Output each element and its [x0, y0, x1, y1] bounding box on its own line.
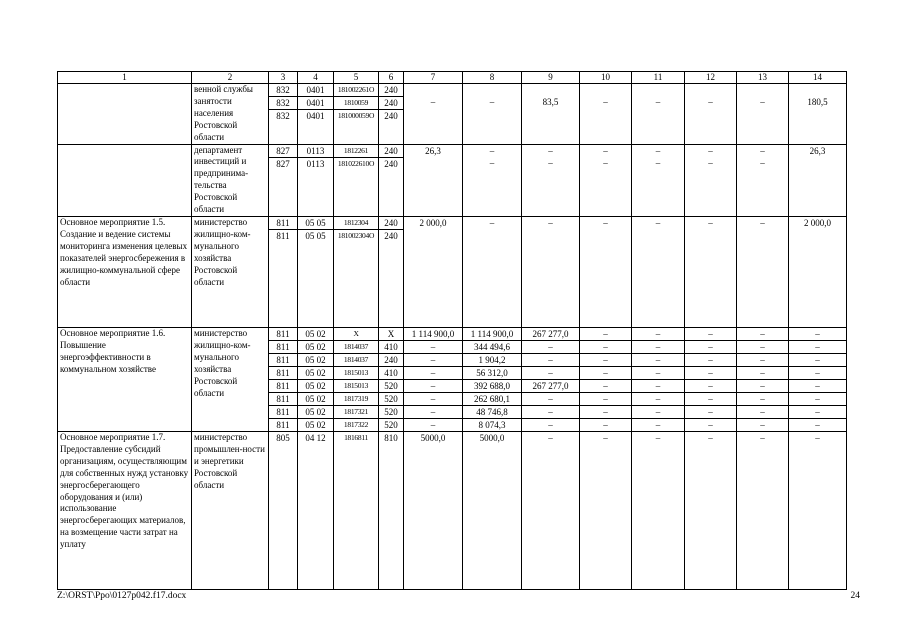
cell-value: 240 — [379, 354, 403, 367]
cell-value: 520 — [379, 406, 403, 419]
cell-value — [580, 229, 631, 241]
cell-value: 811 — [269, 328, 297, 341]
cell-value: 83,5 — [542, 97, 559, 107]
data-cell-col-14 — [789, 327, 847, 431]
cell-value: – — [655, 157, 661, 168]
cell-value: – — [522, 341, 579, 354]
cell-value: – — [603, 217, 608, 228]
data-cell-col-8 — [463, 84, 522, 145]
data-cell-col-12 — [685, 216, 737, 327]
column-header-8: 8 — [463, 72, 522, 84]
cell-value: – — [603, 97, 608, 107]
cell-value: 1815013 — [334, 380, 378, 393]
cell-value — [685, 229, 736, 241]
cell-value — [404, 108, 462, 120]
cell-value: – — [737, 328, 788, 341]
cell-value: – — [522, 393, 579, 406]
cell-value: – — [737, 393, 788, 406]
measure-name — [58, 84, 192, 145]
cell-value: – — [737, 406, 788, 419]
cell-value: 811 — [276, 419, 290, 430]
cell-value: – — [548, 217, 553, 228]
column-header-5: 5 — [334, 72, 379, 84]
cell-value — [737, 108, 788, 120]
cell-value: – — [580, 406, 631, 419]
column-header-11: 11 — [632, 72, 685, 84]
cell-value: – — [685, 367, 736, 380]
cell-value: 180,5 — [807, 97, 828, 107]
cell-value: – — [760, 217, 765, 228]
cell-value: 26,3 — [809, 145, 826, 156]
cell-value: – — [489, 145, 495, 156]
cell-value — [789, 157, 846, 169]
data-cell-col-13 — [737, 144, 789, 216]
cell-value: – — [632, 328, 684, 341]
cell-value: 1815013 — [334, 367, 378, 380]
cell-value: – — [632, 341, 684, 354]
executor-name: министерство жилищно-ком-мунального хозяйства Ростовской области — [192, 216, 269, 327]
file-path: Z:\ORST\Ppo\0127p042.f17.docx — [57, 591, 187, 601]
cell-value: – — [655, 97, 661, 107]
cell-value: 1812261 — [334, 145, 378, 158]
cell-value: 520 — [384, 419, 398, 430]
data-cell-col-9 — [522, 84, 580, 145]
cell-value — [789, 229, 846, 241]
cell-value: – — [655, 419, 661, 430]
cell-value — [580, 108, 631, 120]
cell-value: 05 05 — [298, 217, 333, 230]
cell-value: 811 — [269, 393, 297, 406]
cell-value: – — [580, 354, 631, 367]
data-cell-col-10 — [580, 431, 632, 589]
cell-value: – — [548, 432, 553, 443]
cell-value: 05 02 — [298, 354, 333, 367]
data-cell-col-11 — [632, 84, 685, 145]
column-header-6: 6 — [379, 72, 404, 84]
cell-value: 262 680,1 — [463, 393, 521, 406]
data-cell-col-10 — [580, 327, 632, 431]
cell-value: – — [430, 97, 436, 107]
cell-value — [463, 108, 521, 120]
cell-value: – — [685, 406, 736, 419]
cell-value: – — [632, 354, 684, 367]
data-cell-col-3 — [269, 431, 298, 589]
cell-value: 520 — [379, 393, 403, 406]
cell-value: – — [708, 432, 713, 443]
cell-value: 811 — [269, 380, 297, 393]
cell-value: – — [789, 367, 846, 380]
cell-value: 811 — [269, 341, 297, 354]
cell-value: – — [430, 419, 436, 430]
cell-value: – — [489, 97, 495, 107]
cell-value: – — [632, 380, 684, 393]
data-cell-col-14 — [789, 216, 847, 327]
column-header-3: 3 — [269, 72, 298, 84]
cell-value: 392 688,0 — [463, 380, 521, 393]
cell-value: 181000059О — [337, 111, 375, 120]
cell-value — [789, 108, 846, 120]
cell-value: – — [685, 354, 736, 367]
cell-value: – — [655, 217, 661, 228]
data-cell-col-11 — [632, 216, 685, 327]
cell-value: 0113 — [306, 158, 325, 169]
cell-value — [522, 84, 579, 96]
executor-name: министерство промышлен-ности и энергетики Ростовской области — [192, 431, 269, 589]
measure-name: Основное мероприятие 1.6. Повышение энергоэффективности в коммунальном хозяйстве — [58, 327, 192, 431]
cell-value: – — [737, 354, 788, 367]
cell-value: – — [760, 157, 765, 168]
cell-value: Х — [334, 328, 378, 341]
data-cell-col-13 — [737, 84, 789, 145]
data-cell-col-12 — [685, 327, 737, 431]
cell-value: – — [737, 367, 788, 380]
page-number: 24 — [850, 591, 860, 601]
measure-name: Основное мероприятие 1.5. Создание и ведение системы мониторинга изменения целевых показателей энергосбережения в жилищно-коммунальной сфере области — [58, 216, 192, 327]
column-header-13: 13 — [737, 72, 789, 84]
cell-value — [580, 84, 631, 96]
data-cell-col-5 — [334, 327, 379, 431]
cell-value: – — [489, 157, 495, 168]
cell-value: – — [708, 97, 713, 107]
cell-value: 05 02 — [298, 341, 333, 354]
cell-value: – — [404, 354, 462, 367]
cell-value: 05 02 — [298, 406, 333, 419]
cell-value: 267 277,0 — [522, 328, 579, 341]
cell-value: – — [603, 419, 608, 430]
cell-value: 1 114 900,0 — [404, 328, 462, 341]
cell-value: – — [522, 367, 579, 380]
cell-value: 1 114 900,0 — [463, 328, 521, 341]
cell-value: 1812304 — [334, 217, 378, 230]
data-cell-col-12 — [685, 144, 737, 216]
cell-value: – — [580, 341, 631, 354]
cell-value: – — [685, 393, 736, 406]
cell-value: – — [548, 145, 553, 156]
cell-value: – — [815, 432, 820, 443]
cell-value: 05 02 — [298, 328, 333, 341]
cell-value: – — [789, 393, 846, 406]
cell-value — [404, 157, 462, 169]
cell-value: – — [489, 217, 495, 228]
cell-value — [404, 229, 462, 241]
cell-value: 1810059 — [334, 97, 378, 110]
executor-name: министерство жилищно-ком-мунального хозяйства Ростовской области — [192, 327, 269, 431]
cell-value: 410 — [379, 367, 403, 380]
cell-value: 181002304О — [337, 230, 375, 240]
cell-value — [404, 84, 462, 96]
cell-value: 240 — [379, 145, 403, 158]
cell-value: – — [789, 354, 846, 367]
cell-value: 240 — [379, 84, 403, 97]
data-cell-col-6 — [379, 327, 404, 431]
cell-value: 181002261О — [334, 84, 378, 97]
data-cell-col-11 — [632, 144, 685, 216]
cell-value — [522, 108, 579, 120]
data-cell-col-14 — [789, 144, 847, 216]
cell-value: – — [655, 432, 661, 443]
cell-value: 05 05 — [305, 230, 326, 241]
data-cell-col-6 — [379, 144, 404, 216]
cell-value: 04 12 — [305, 432, 326, 443]
cell-value: 05 02 — [298, 393, 333, 406]
cell-value: 832 — [269, 97, 297, 110]
cell-value: – — [404, 367, 462, 380]
cell-value: – — [760, 419, 765, 430]
cell-value: 8 074,3 — [478, 419, 506, 430]
cell-value: 5000,0 — [479, 432, 505, 443]
data-cell-col-9 — [522, 431, 580, 589]
cell-value: 344 494,6 — [463, 341, 521, 354]
data-cell-col-10 — [580, 84, 632, 145]
data-cell-col-5 — [334, 431, 379, 589]
cell-value: 811 — [276, 230, 290, 241]
data-cell-col-4 — [298, 431, 334, 589]
cell-value — [522, 229, 579, 241]
column-header-14: 14 — [789, 72, 847, 84]
data-cell-col-9 — [522, 327, 580, 431]
cell-value: – — [708, 419, 713, 430]
data-cell-col-6 — [379, 431, 404, 589]
cell-value: 811 — [269, 406, 297, 419]
data-cell-col-12 — [685, 84, 737, 145]
cell-value: – — [404, 380, 462, 393]
data-cell-col-8 — [463, 216, 522, 327]
cell-value: 805 — [276, 432, 290, 443]
cell-value — [789, 84, 846, 96]
cell-value: – — [522, 354, 579, 367]
cell-value: 2 000,0 — [419, 217, 447, 228]
cell-value: – — [789, 406, 846, 419]
cell-value — [463, 84, 521, 96]
cell-value: 832 — [276, 111, 290, 121]
cell-value: – — [548, 157, 553, 168]
cell-value: 1817319 — [334, 393, 378, 406]
column-header-4: 4 — [298, 72, 334, 84]
data-cell-col-9 — [522, 144, 580, 216]
cell-value: – — [708, 157, 713, 168]
cell-value: 410 — [379, 341, 403, 354]
cell-value: – — [737, 341, 788, 354]
cell-value: – — [655, 145, 661, 156]
cell-value: 267 277,0 — [522, 380, 579, 393]
cell-value: 1814037 — [334, 354, 378, 367]
data-cell-col-3 — [269, 144, 298, 216]
cell-value: – — [760, 432, 765, 443]
cell-value: 56 312,0 — [463, 367, 521, 380]
data-cell-col-4 — [298, 327, 334, 431]
column-header-10: 10 — [580, 72, 632, 84]
cell-value: – — [632, 406, 684, 419]
cell-value: – — [708, 145, 713, 156]
cell-value: – — [580, 393, 631, 406]
cell-value: – — [737, 380, 788, 393]
data-cell-col-12 — [685, 431, 737, 589]
cell-value: 2 000,0 — [804, 217, 831, 228]
data-cell-col-4 — [298, 144, 334, 216]
cell-value: – — [632, 367, 684, 380]
cell-value: – — [760, 145, 765, 156]
cell-value: 0401 — [298, 97, 333, 110]
cell-value: 1 904,2 — [463, 354, 521, 367]
cell-value: 0401 — [306, 111, 325, 121]
cell-value — [632, 108, 684, 120]
cell-value — [463, 229, 521, 241]
cell-value: – — [548, 419, 553, 430]
cell-value: 1814037 — [334, 341, 378, 354]
cell-value: 0113 — [298, 145, 333, 158]
cell-value: 811 — [269, 354, 297, 367]
cell-value: 810 — [384, 432, 398, 443]
cell-value — [685, 108, 736, 120]
cell-value: – — [685, 380, 736, 393]
cell-value: 05 02 — [298, 367, 333, 380]
cell-value: 1817322 — [343, 419, 369, 429]
cell-value: 832 — [269, 84, 297, 97]
table-row — [58, 431, 847, 589]
cell-value: 240 — [384, 158, 398, 169]
cell-value: 811 — [269, 217, 297, 230]
cell-value: 0401 — [298, 84, 333, 97]
data-cell-col-8 — [463, 144, 522, 216]
column-header-12: 12 — [685, 72, 737, 84]
data-cell-col-11 — [632, 327, 685, 431]
column-header-7: 7 — [404, 72, 463, 84]
cell-value: – — [685, 341, 736, 354]
column-header-2: 2 — [192, 72, 269, 84]
cell-value: 240 — [384, 111, 398, 121]
cell-value: – — [789, 341, 846, 354]
cell-value: – — [789, 380, 846, 393]
cell-value — [632, 84, 684, 96]
cell-value: 240 — [384, 230, 398, 241]
cell-value: – — [789, 328, 846, 341]
cell-value: – — [603, 432, 608, 443]
data-cell-col-5 — [334, 144, 379, 216]
cell-value: 520 — [379, 380, 403, 393]
data-cell-col-6 — [379, 84, 404, 145]
cell-value: 1816811 — [344, 432, 368, 442]
data-cell-col-5 — [334, 84, 379, 145]
cell-value: – — [632, 393, 684, 406]
cell-value: – — [815, 419, 820, 430]
data-cell-col-10 — [580, 216, 632, 327]
data-cell-col-7 — [404, 84, 463, 145]
cell-value: – — [404, 406, 462, 419]
cell-value: 1817321 — [334, 406, 378, 419]
cell-value: 05 02 — [298, 380, 333, 393]
cell-value: 240 — [379, 97, 403, 110]
cell-value: – — [404, 393, 462, 406]
executor-name: департамент инвестиций и предпринима-тельства Ростовской области — [192, 144, 269, 216]
cell-value — [737, 84, 788, 96]
data-cell-col-3 — [269, 84, 298, 145]
data-cell-col-6 — [379, 216, 404, 327]
measure-name: Основное мероприятие 1.7. Предоставление субсидий организациям, осуществляющим для собственных нужд установку энергосберегающего оборудования и (или) использование энергосберегающих материалов, на возмещение части затрат на уплату — [58, 431, 192, 589]
data-cell-col-11 — [632, 431, 685, 589]
cell-value: – — [603, 157, 608, 168]
cell-value — [632, 229, 684, 241]
data-cell-col-4 — [298, 216, 334, 327]
table-row — [58, 327, 847, 431]
cell-value: 26,3 — [425, 145, 441, 156]
cell-value: – — [580, 328, 631, 341]
executor-name: венной службы занятости населения Ростовской области — [192, 84, 269, 145]
cell-value: 811 — [269, 367, 297, 380]
cell-value: 5000,0 — [420, 432, 446, 443]
data-cell-col-13 — [737, 431, 789, 589]
cell-value: 05 02 — [305, 419, 326, 430]
cell-value — [737, 229, 788, 241]
table-row — [58, 216, 847, 327]
data-cell-col-7 — [404, 431, 463, 589]
data-cell-col-13 — [737, 216, 789, 327]
cell-value: – — [760, 97, 765, 107]
data-cell-col-3 — [269, 216, 298, 327]
cell-value: – — [708, 217, 713, 228]
cell-value: 181022610О — [337, 158, 375, 168]
cell-value: Х — [379, 328, 403, 341]
cell-value: – — [522, 406, 579, 419]
data-cell-col-8 — [463, 431, 522, 589]
data-cell-col-10 — [580, 144, 632, 216]
data-cell-col-7 — [404, 216, 463, 327]
cell-value: – — [580, 380, 631, 393]
data-cell-col-13 — [737, 327, 789, 431]
cell-value: – — [580, 367, 631, 380]
cell-value: 827 — [276, 158, 290, 169]
data-cell-col-14 — [789, 431, 847, 589]
data-cell-col-4 — [298, 84, 334, 145]
data-cell-col-14 — [789, 84, 847, 145]
data-cell-col-7 — [404, 144, 463, 216]
data-cell-col-8 — [463, 327, 522, 431]
budget-table — [57, 71, 847, 590]
cell-value: 827 — [269, 145, 297, 158]
cell-value: 240 — [379, 217, 403, 230]
cell-value: – — [685, 328, 736, 341]
data-cell-col-5 — [334, 216, 379, 327]
cell-value — [685, 84, 736, 96]
table-row — [58, 144, 847, 216]
cell-value: – — [404, 341, 462, 354]
header-row — [58, 72, 847, 84]
data-cell-col-3 — [269, 327, 298, 431]
column-header-1: 1 — [58, 72, 192, 84]
data-cell-col-7 — [404, 327, 463, 431]
cell-value: – — [603, 145, 608, 156]
column-header-9: 9 — [522, 72, 580, 84]
measure-name — [58, 144, 192, 216]
cell-value: 48 746,8 — [463, 406, 521, 419]
table-row — [58, 84, 847, 145]
data-cell-col-9 — [522, 216, 580, 327]
